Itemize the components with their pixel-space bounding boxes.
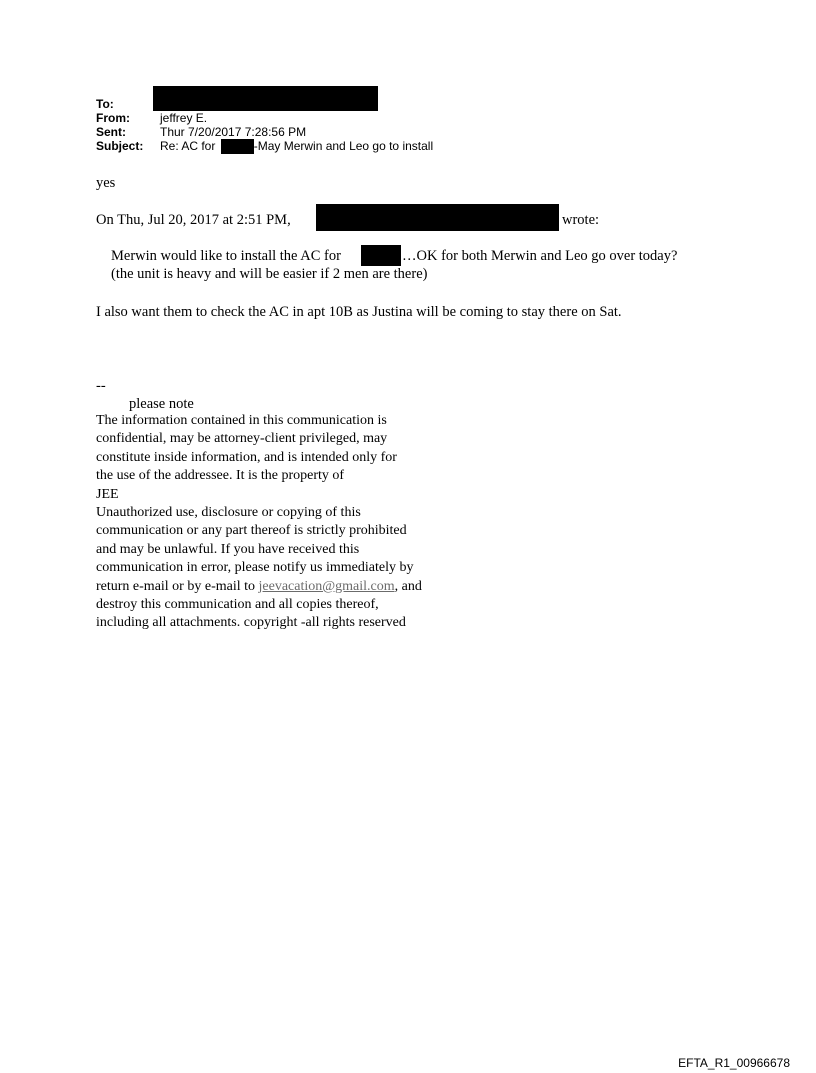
- quoted-line-2: (the unit is heavy and will be easier if 2 men are there): [111, 266, 428, 282]
- sent-value: Thur 7/20/2017 7:28:56 PM: [160, 125, 307, 139]
- quote-intro-suffix: wrote:: [562, 212, 600, 228]
- document-id: EFTA_R1_00966678: [678, 1056, 790, 1070]
- subject-label: Subject:: [96, 139, 144, 153]
- to-label: To:: [96, 97, 114, 111]
- disclaimer-line: Unauthorized use, disclosure or copying of this: [96, 505, 361, 521]
- disclaimer-line: destroy this communication and all copies thereof,: [96, 597, 379, 613]
- reply-text: yes: [96, 175, 116, 191]
- quoted-line-1-suffix: …OK for both Merwin and Leo go over today?: [402, 248, 678, 264]
- paragraph-2: I also want them to check the AC in apt 10B as Justina will be coming to stay there on Sat.: [96, 304, 622, 320]
- disclaimer-line: communication in error, please notify us immediately by: [96, 560, 414, 576]
- signature-note: please note: [129, 396, 194, 412]
- quote-intro: [96, 212, 291, 229]
- subject-suffix: -May Merwin and Leo go to install: [253, 139, 434, 153]
- disclaimer-line: the use of the addressee. It is the property of: [96, 468, 345, 484]
- quote-intro-prefix: On Thu, Jul 20, 2017 at 2:51 PM,: [96, 212, 291, 228]
- confidentiality-disclaimer: [96, 412, 486, 633]
- disclaimer-line-email: [96, 578, 486, 596]
- sent-label: Sent:: [96, 125, 126, 139]
- redaction-box-sender: [316, 204, 559, 231]
- disclaimer-line: including all attachments. copyright -all rights reserved: [96, 615, 406, 631]
- disclaimer-line: The information contained in this communication is: [96, 413, 387, 428]
- disclaimer-line: communication or any part thereof is strictly prohibited: [96, 523, 407, 539]
- subject-value: [160, 139, 433, 154]
- email-line-suffix: , and: [394, 578, 422, 594]
- redaction-box-subject: [221, 139, 254, 154]
- disclaimer-line: and may be unlawful. If you have received this: [96, 541, 360, 557]
- subject-prefix: Re: AC for: [160, 139, 216, 153]
- disclaimer-line: constitute inside information, and is intended only for: [96, 449, 397, 465]
- redaction-box-quoted: [361, 245, 401, 266]
- quoted-line-1-prefix: Merwin would like to install the AC for: [111, 248, 341, 264]
- from-value: jeffrey E.: [160, 111, 208, 125]
- email-line-prefix: return e-mail or by e-mail to: [96, 578, 255, 594]
- disclaimer-line: confidential, may be attorney-client privileged, may: [96, 431, 388, 447]
- signature-dashes: --: [96, 378, 106, 394]
- disclaimer-line: JEE: [96, 486, 119, 502]
- redaction-box-to: [153, 86, 378, 111]
- email-link[interactable]: jeevacation@gmail.com: [258, 578, 395, 594]
- from-label: From:: [96, 111, 130, 125]
